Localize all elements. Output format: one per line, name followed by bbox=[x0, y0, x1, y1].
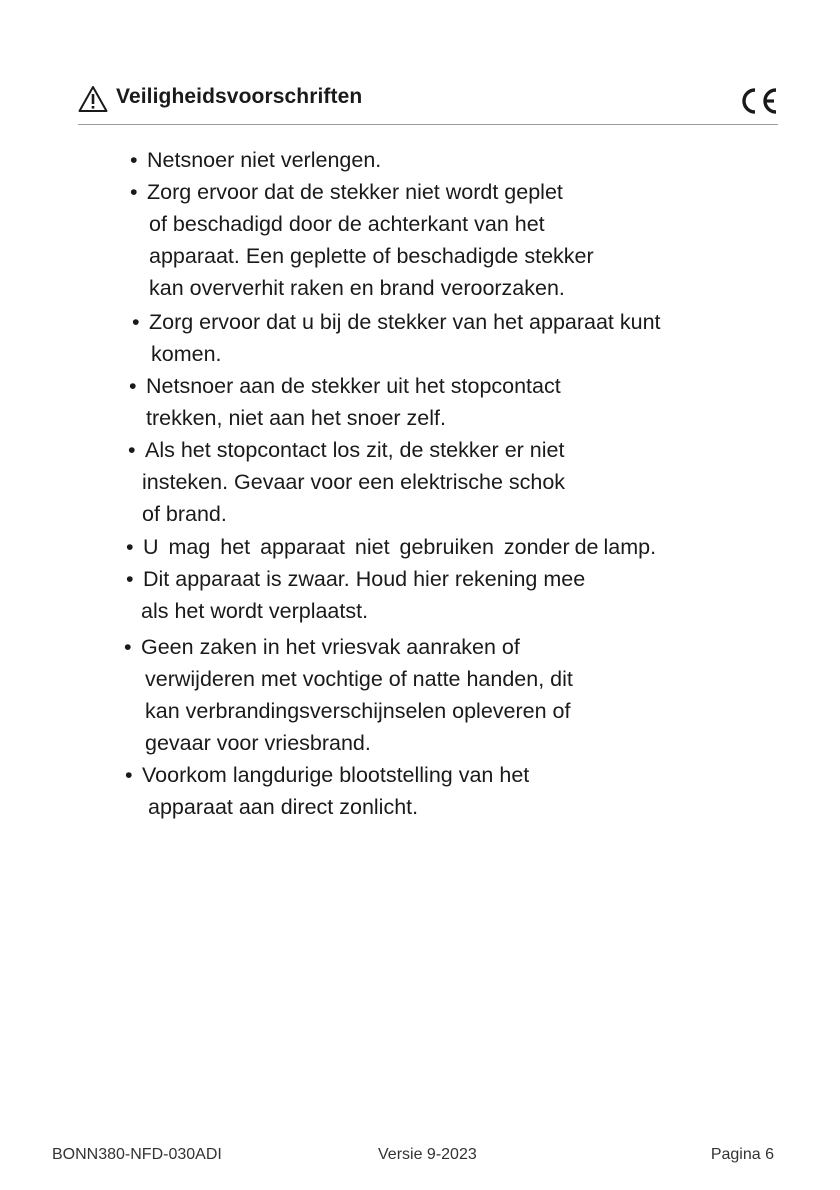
warning-triangle-icon bbox=[78, 85, 108, 113]
list-item-line: gevaar voor vriesbrand. bbox=[145, 731, 371, 755]
footer-model-number: BONN380-NFD-030ADI bbox=[52, 1146, 222, 1163]
bullet: • bbox=[126, 535, 134, 559]
list-item bbox=[132, 306, 661, 370]
list-item bbox=[128, 434, 568, 530]
list-item-line: kan verbrandingsverschijnselen opleveren of bbox=[145, 699, 571, 723]
list-item-line: insteken. Gevaar voor een elektrische schok bbox=[142, 470, 566, 494]
list-item bbox=[126, 563, 586, 627]
list-item-line: Voorkom langdurige blootstelling van het bbox=[142, 763, 530, 787]
list-item bbox=[130, 176, 594, 304]
ce-mark-icon bbox=[738, 86, 778, 116]
list-item-line: of brand. bbox=[142, 502, 227, 526]
list-item-line: apparaat aan direct zonlicht. bbox=[148, 795, 419, 819]
list-item-line: of beschadigd door de achterkant van het bbox=[149, 212, 545, 236]
bullet: • bbox=[129, 374, 137, 398]
list-item-line: kan oververhit raken en brand veroorzaken. bbox=[149, 276, 565, 300]
list-item-line: verwijderen met vochtige of natte handen, dit bbox=[145, 667, 573, 691]
list-item-line: trekken, niet aan het snoer zelf. bbox=[146, 406, 446, 430]
list-item-line: apparaat. Een geplette of beschadigde stekker bbox=[149, 244, 594, 268]
bullet: • bbox=[130, 180, 138, 204]
list-item-line: als het wordt verplaatst. bbox=[141, 599, 369, 623]
page-header bbox=[78, 80, 778, 125]
list-item bbox=[125, 759, 530, 823]
list-item-line: Als het stopcontact los zit, de stekker er niet bbox=[145, 438, 565, 462]
footer-version: Versie 9-2023 bbox=[378, 1146, 477, 1163]
bullet: • bbox=[130, 148, 138, 172]
bullet: • bbox=[124, 635, 132, 659]
list-item-line: U mag het apparaat niet gebruiken zonder de lamp. bbox=[143, 535, 657, 559]
list-item-line: Netsnoer niet verlengen. bbox=[147, 148, 382, 172]
bullet: • bbox=[125, 763, 133, 787]
list-item bbox=[130, 144, 382, 176]
list-item-line: Dit apparaat is zwaar. Houd hier rekening mee bbox=[143, 567, 586, 591]
list-item-line: komen. bbox=[151, 342, 222, 366]
footer-page-number: Pagina 6 bbox=[710, 1146, 774, 1163]
list-item-line: Zorg ervoor dat u bij de stekker van het apparaat kunt bbox=[149, 310, 661, 334]
page-title: Veiligheidsvoorschriften bbox=[116, 85, 363, 108]
list-item bbox=[124, 631, 573, 759]
list-item-line: Zorg ervoor dat de stekker niet wordt geplet bbox=[147, 180, 563, 204]
list-item bbox=[129, 370, 561, 434]
list-item-line: Geen zaken in het vriesvak aanraken of bbox=[141, 635, 520, 659]
list-item-line: Netsnoer aan de stekker uit het stopcontact bbox=[146, 374, 561, 398]
bullet: • bbox=[128, 438, 136, 462]
bullet: • bbox=[132, 310, 140, 334]
list-item bbox=[126, 531, 657, 563]
bullet: • bbox=[126, 567, 134, 591]
